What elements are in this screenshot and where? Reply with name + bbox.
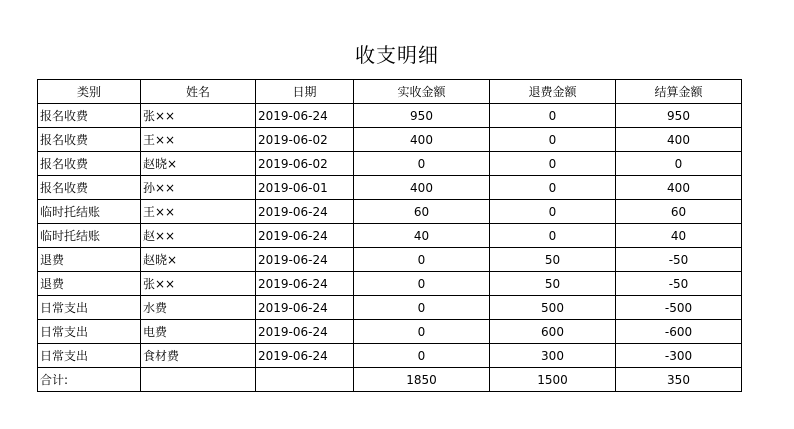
name-cell: 张××	[141, 104, 256, 128]
date-cell: 2019-06-24	[256, 200, 354, 224]
date-cell: 2019-06-24	[256, 224, 354, 248]
date-cell: 2019-06-02	[256, 128, 354, 152]
totals-settled-cell: 350	[616, 368, 742, 392]
refund-cell: 300	[490, 344, 616, 368]
table-row	[38, 200, 742, 224]
name-cell: 赵××	[141, 224, 256, 248]
category-cell: 临时托结账	[38, 224, 141, 248]
table-row	[38, 344, 742, 368]
received-cell: 0	[354, 152, 490, 176]
refund-cell: 0	[490, 152, 616, 176]
received-cell: 950	[354, 104, 490, 128]
date-cell: 2019-06-24	[256, 320, 354, 344]
refund-cell: 0	[490, 200, 616, 224]
received-cell: 0	[354, 344, 490, 368]
category-cell: 日常支出	[38, 296, 141, 320]
name-cell: 赵晓×	[141, 248, 256, 272]
date-cell: 2019-06-24	[256, 248, 354, 272]
settled-cell: 400	[616, 176, 742, 200]
name-cell: 张××	[141, 272, 256, 296]
received-cell: 400	[354, 128, 490, 152]
settled-cell: 40	[616, 224, 742, 248]
table-row	[38, 104, 742, 128]
category-cell: 报名收费	[38, 176, 141, 200]
category-cell: 报名收费	[38, 128, 141, 152]
received-cell: 40	[354, 224, 490, 248]
name-cell: 孙××	[141, 176, 256, 200]
totals-received-cell: 1850	[354, 368, 490, 392]
refund-cell: 0	[490, 104, 616, 128]
date-cell: 2019-06-24	[256, 344, 354, 368]
refund-cell: 0	[490, 224, 616, 248]
received-cell: 0	[354, 320, 490, 344]
refund-cell: 0	[490, 128, 616, 152]
table-row	[38, 176, 742, 200]
column-header-received: 实收金额	[354, 80, 490, 104]
column-header-category: 类别	[38, 80, 141, 104]
category-cell: 日常支出	[38, 320, 141, 344]
column-header-refund: 退费金额	[490, 80, 616, 104]
received-cell: 0	[354, 248, 490, 272]
name-cell: 食材费	[141, 344, 256, 368]
name-cell: 电费	[141, 320, 256, 344]
refund-cell: 50	[490, 248, 616, 272]
totals-label: 合计:	[38, 368, 141, 392]
date-cell: 2019-06-01	[256, 176, 354, 200]
refund-cell: 500	[490, 296, 616, 320]
category-cell: 日常支出	[38, 344, 141, 368]
name-cell: 王××	[141, 128, 256, 152]
settled-cell: -600	[616, 320, 742, 344]
refund-cell: 600	[490, 320, 616, 344]
table-row	[38, 272, 742, 296]
settled-cell: 0	[616, 152, 742, 176]
received-cell: 0	[354, 272, 490, 296]
settled-cell: -300	[616, 344, 742, 368]
totals-date-cell	[256, 368, 354, 392]
name-cell: 王××	[141, 200, 256, 224]
category-cell: 临时托结账	[38, 200, 141, 224]
refund-cell: 0	[490, 176, 616, 200]
date-cell: 2019-06-24	[256, 104, 354, 128]
settled-cell: -50	[616, 248, 742, 272]
date-cell: 2019-06-24	[256, 296, 354, 320]
category-cell: 报名收费	[38, 152, 141, 176]
table-row	[38, 320, 742, 344]
settled-cell: 400	[616, 128, 742, 152]
category-cell: 退费	[38, 248, 141, 272]
table-row	[38, 248, 742, 272]
table-row	[38, 224, 742, 248]
name-cell: 赵晓×	[141, 152, 256, 176]
header-row	[38, 80, 742, 104]
table-row	[38, 128, 742, 152]
column-header-date: 日期	[256, 80, 354, 104]
table-body	[38, 104, 742, 392]
category-cell: 报名收费	[38, 104, 141, 128]
settled-cell: -500	[616, 296, 742, 320]
column-header-name: 姓名	[141, 80, 256, 104]
column-header-settled: 结算金额	[616, 80, 742, 104]
received-cell: 400	[354, 176, 490, 200]
page-title: 收支明细	[355, 43, 439, 67]
table-row	[38, 152, 742, 176]
table-row	[38, 296, 742, 320]
totals-name-cell	[141, 368, 256, 392]
name-cell: 水费	[141, 296, 256, 320]
totals-row	[38, 368, 742, 392]
settled-cell: 60	[616, 200, 742, 224]
settled-cell: 950	[616, 104, 742, 128]
received-cell: 0	[354, 296, 490, 320]
refund-cell: 50	[490, 272, 616, 296]
date-cell: 2019-06-24	[256, 272, 354, 296]
received-cell: 60	[354, 200, 490, 224]
category-cell: 退费	[38, 272, 141, 296]
income-expense-table	[37, 79, 742, 392]
date-cell: 2019-06-02	[256, 152, 354, 176]
settled-cell: -50	[616, 272, 742, 296]
totals-refund-cell: 1500	[490, 368, 616, 392]
